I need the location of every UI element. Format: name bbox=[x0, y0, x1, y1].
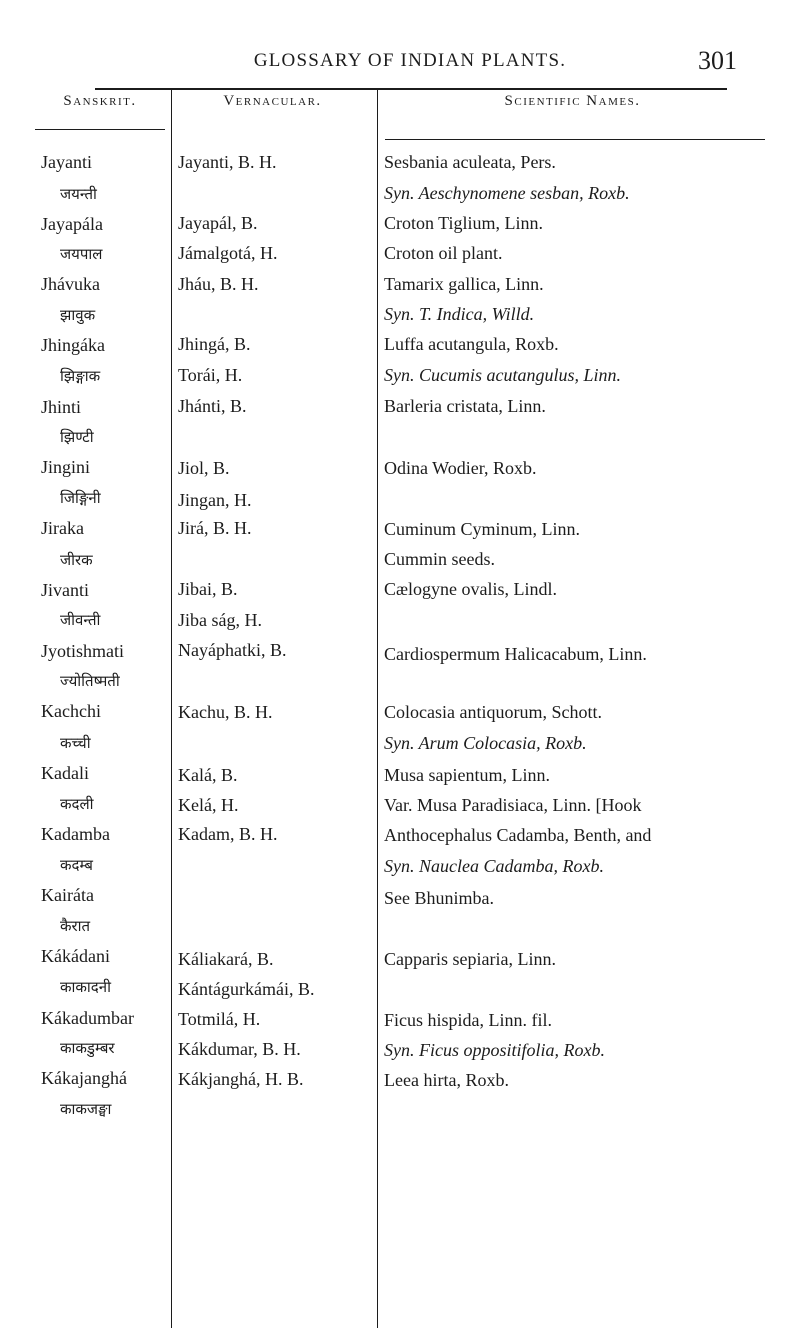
scientific-cell: Musa sapientum, Linn. bbox=[384, 765, 550, 785]
sanskrit-cell: जयपाल bbox=[60, 245, 103, 263]
vernacular-cell: Jirá, B. H. bbox=[178, 518, 252, 538]
header-rule-scientific bbox=[385, 139, 765, 140]
header-scientific: Scientific Names. bbox=[504, 93, 641, 109]
sanskrit-cell: Jiraka bbox=[41, 518, 84, 538]
header-vernacular: Vernacular. bbox=[223, 93, 322, 109]
scientific-cell: See Bhunimba. bbox=[384, 888, 494, 908]
scientific-cell: Syn. Ficus oppositifolia, Roxb. bbox=[384, 1040, 605, 1060]
scientific-cell: Cuminum Cyminum, Linn. bbox=[384, 519, 581, 539]
sanskrit-cell: Jingini bbox=[41, 457, 91, 477]
sanskrit-cell: Jayanti bbox=[41, 152, 92, 172]
vernacular-cell: Jingan, H. bbox=[178, 490, 252, 510]
sanskrit-cell: कदम्ब bbox=[60, 856, 93, 874]
scientific-cell: Syn. Cucumis acutangulus, Linn. bbox=[384, 365, 621, 385]
scientific-cell: Var. Musa Paradisiaca, Linn. [Hook bbox=[384, 795, 642, 815]
scientific-cell: Barleria cristata, Linn. bbox=[384, 396, 546, 416]
sanskrit-cell: Jhávuka bbox=[41, 274, 100, 294]
sanskrit-cell: Jhinti bbox=[41, 397, 82, 417]
vernacular-cell: Jiba ság, H. bbox=[178, 610, 262, 630]
sanskrit-cell: झिङ्गाक bbox=[60, 367, 101, 385]
sanskrit-cell: Kachchi bbox=[41, 701, 101, 721]
sanskrit-cell: Jivanti bbox=[41, 580, 89, 600]
scientific-cell: Cardiospermum Halicacabum, Linn. bbox=[384, 644, 647, 664]
vernacular-cell: Jibai, B. bbox=[178, 579, 238, 599]
scientific-cell: Leea hirta, Roxb. bbox=[384, 1070, 509, 1090]
scientific-cell: Cælogyne ovalis, Lindl. bbox=[384, 579, 557, 599]
vernacular-cell: Torái, H. bbox=[178, 365, 243, 385]
scientific-cell: Tamarix gallica, Linn. bbox=[384, 274, 544, 294]
scientific-cell: Ficus hispida, Linn. fil. bbox=[384, 1010, 552, 1030]
sanskrit-cell: काकादनी bbox=[60, 978, 111, 996]
scientific-cell: Anthocephalus Cadamba, Benth, and bbox=[384, 825, 652, 845]
scientific-cell: Cummin seeds. bbox=[384, 549, 495, 569]
sanskrit-cell: Kadali bbox=[41, 763, 89, 783]
scientific-cell: Capparis sepiaria, Linn. bbox=[384, 949, 556, 969]
column-divider-right bbox=[377, 88, 378, 1328]
scientific-cell: Croton oil plant. bbox=[384, 243, 503, 263]
sanskrit-cell: Kadamba bbox=[41, 824, 110, 844]
sanskrit-cell: Kairáta bbox=[41, 885, 94, 905]
vernacular-cell: Jayapál, B. bbox=[178, 213, 258, 233]
sanskrit-cell: झावुक bbox=[60, 306, 96, 324]
vernacular-cell: Kadam, B. H. bbox=[178, 824, 278, 844]
sanskrit-cell: Kákajanghá bbox=[41, 1068, 127, 1088]
vernacular-cell: Kántágurkámái, B. bbox=[178, 979, 315, 999]
header-sanskrit: Sanskrit. bbox=[63, 93, 137, 109]
vernacular-cell: Jiol, B. bbox=[178, 458, 230, 478]
vernacular-cell: Totmilá, H. bbox=[178, 1009, 261, 1029]
scientific-cell: Odina Wodier, Roxb. bbox=[384, 458, 537, 478]
sanskrit-cell: काकडुम्बर bbox=[60, 1039, 115, 1057]
vernacular-cell: Kalá, B. bbox=[178, 765, 238, 785]
column-divider-left bbox=[171, 88, 172, 1328]
sanskrit-cell: जयन्ती bbox=[60, 185, 97, 203]
sanskrit-cell: जीरक bbox=[60, 551, 93, 569]
sanskrit-cell: कदली bbox=[60, 795, 94, 813]
vernacular-cell: Kákdumar, B. H. bbox=[178, 1039, 301, 1059]
vernacular-cell: Jayanti, B. H. bbox=[178, 152, 277, 172]
sanskrit-cell: झिण्टी bbox=[60, 428, 94, 446]
page-number: 301 bbox=[698, 46, 737, 75]
scientific-cell: Luffa acutangula, Roxb. bbox=[384, 334, 559, 354]
sanskrit-cell: Jhingáka bbox=[41, 335, 105, 355]
scientific-cell: Colocasia antiquorum, Schott. bbox=[384, 702, 602, 722]
sanskrit-cell: कैरात bbox=[60, 917, 91, 935]
sanskrit-cell: Jyotishmati bbox=[41, 641, 125, 661]
sanskrit-cell: Kákadumbar bbox=[41, 1008, 134, 1028]
vernacular-cell: Kelá, H. bbox=[178, 795, 239, 815]
vernacular-cell: Jháu, B. H. bbox=[178, 274, 259, 294]
scientific-cell: Croton Tiglium, Linn. bbox=[384, 213, 544, 233]
sanskrit-cell: ज्योतिष्मती bbox=[60, 672, 120, 690]
vernacular-cell: Kachu, B. H. bbox=[178, 702, 273, 722]
page-header bbox=[95, 46, 737, 90]
sanskrit-cell: जिङ्गिनी bbox=[60, 489, 101, 507]
sanskrit-cell: Kákádani bbox=[41, 946, 110, 966]
scientific-cell: Sesbania aculeata, Pers. bbox=[384, 152, 556, 172]
sanskrit-cell: जीवन्ती bbox=[60, 611, 101, 629]
sanskrit-cell: Jayapála bbox=[41, 214, 103, 234]
running-title: GLOSSARY OF INDIAN PLANTS. bbox=[253, 50, 567, 71]
vernacular-cell: Nayáphatki, B. bbox=[178, 640, 287, 660]
top-rule bbox=[95, 88, 727, 90]
scientific-cell: Syn. T. Indica, Willd. bbox=[384, 304, 535, 324]
vernacular-cell: Jhingá, B. bbox=[178, 334, 251, 354]
vernacular-cell: Jámalgotá, H. bbox=[178, 243, 278, 263]
sanskrit-cell: कच्ची bbox=[60, 734, 91, 752]
vernacular-cell: Kákjanghá, H. B. bbox=[178, 1069, 304, 1089]
vernacular-cell: Káliakará, B. bbox=[178, 949, 274, 969]
scientific-cell: Syn. Aeschynomene sesban, Roxb. bbox=[384, 183, 630, 203]
scientific-cell: Syn. Arum Colocasia, Roxb. bbox=[384, 733, 587, 753]
vernacular-cell: Jhánti, B. bbox=[178, 396, 247, 416]
header-rule-sanskrit bbox=[35, 129, 165, 130]
sanskrit-cell: काकजङ्घा bbox=[60, 1100, 112, 1118]
scientific-cell: Syn. Nauclea Cadamba, Roxb. bbox=[384, 856, 604, 876]
